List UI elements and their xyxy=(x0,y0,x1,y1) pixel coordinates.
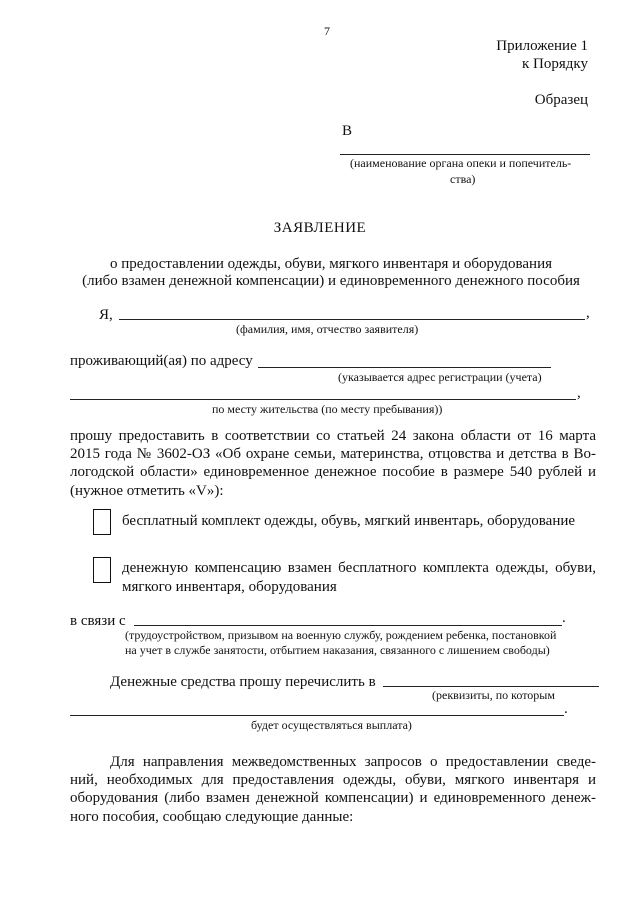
appendix-label: Приложение 1 xyxy=(496,38,588,54)
address-field-1[interactable] xyxy=(258,367,551,368)
request-line-2: 2015 года № 3602-ОЗ «Об охране семьи, материнства, отцовства и детства в Во- xyxy=(70,446,596,462)
payment-label: Денежные средства прошу перечислить в xyxy=(110,674,376,690)
reason-caption-1: (трудоустройством, призывом на военную службу, рождением ребенка, постановкой xyxy=(125,628,557,642)
interagency-line-3: оборудования (либо взамен денежной компенсации) и единовременного денеж- xyxy=(70,790,596,806)
option-compensation-label-2: мягкого инвентаря, оборудования xyxy=(122,579,337,595)
order-label: к Порядку xyxy=(522,56,588,72)
addressee-caption-2: ства) xyxy=(450,172,476,186)
applicant-caption: (фамилия, имя, отчество заявителя) xyxy=(236,322,419,336)
payment-dot: . xyxy=(564,701,568,717)
subtitle-line-1: о предоставлении одежды, обуви, мягкого инвентаря и оборудования xyxy=(109,256,553,272)
interagency-line-2: ний, необходимых для предоставления одежды, обуви, мягкого инвентаря и xyxy=(70,772,596,788)
reason-field[interactable] xyxy=(134,625,562,626)
page-number: 7 xyxy=(324,24,330,38)
interagency-line-4: ного пособия, сообщаю следующие данные: xyxy=(70,809,354,825)
sample-label: Образец xyxy=(534,92,588,108)
reason-dot: . xyxy=(562,610,566,626)
address-comma: , xyxy=(577,385,581,401)
address-field-2[interactable] xyxy=(70,399,576,400)
option-compensation-label-1: денежную компенсацию взамен бесплатного комплекта одежды, обуви, xyxy=(122,560,596,576)
interagency-line-1: Для направления межведомственных запросов о предоставлении сведе- xyxy=(110,754,596,770)
applicant-prefix: Я, xyxy=(99,307,113,323)
payment-caption-1: (реквизиты, по которым xyxy=(432,688,555,702)
request-line-3: логодской области» единовременное денежное пособие в размере 540 рублей и xyxy=(70,464,596,480)
reason-caption-2: на учет в службе занятости, отбытием наказания, связанного с лишением свободы) xyxy=(125,643,550,657)
request-line-4: (нужное отметить «V»): xyxy=(70,483,224,499)
payment-field-2[interactable] xyxy=(70,715,564,716)
option-free-kit-label: бесплатный комплект одежды, обувь, мягкий инвентарь, оборудование xyxy=(122,513,576,529)
document-title: ЗАЯВЛЕНИЕ xyxy=(273,220,367,236)
payment-field-1[interactable] xyxy=(383,686,599,687)
addressee-prefix: В xyxy=(342,123,353,139)
subtitle-line-2: (либо взамен денежной компенсации) и единовременного денежного пособия xyxy=(82,273,580,289)
option-compensation-checkbox[interactable] xyxy=(93,557,111,583)
reason-label: в связи с xyxy=(70,613,126,629)
option-free-kit-checkbox[interactable] xyxy=(93,509,111,535)
applicant-comma: , xyxy=(586,305,590,321)
applicant-name-field[interactable] xyxy=(119,319,585,320)
payment-caption-2: будет осуществляться выплата) xyxy=(251,718,412,732)
address-caption-1: (указывается адрес регистрации (учета) xyxy=(338,370,542,384)
address-caption-2: по месту жительства (по месту пребывания)) xyxy=(212,402,443,416)
address-label: проживающий(ая) по адресу xyxy=(70,353,253,369)
request-line-1: прошу предоставить в соответствии со статьей 24 закона области от 16 марта xyxy=(70,428,596,444)
addressee-caption-1: (наименование органа опеки и попечитель- xyxy=(350,156,572,170)
addressee-field[interactable] xyxy=(340,154,590,155)
